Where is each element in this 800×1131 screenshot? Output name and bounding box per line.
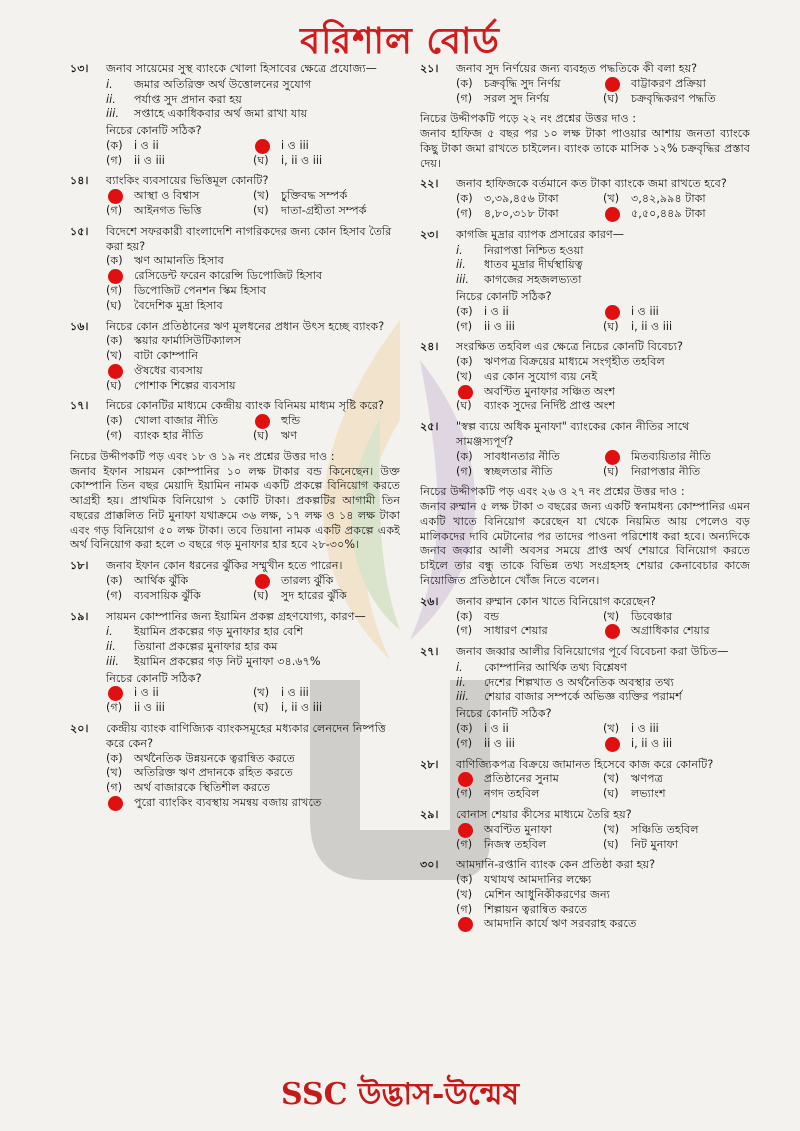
option-letter: (গ)	[106, 781, 123, 795]
option-text: অবণ্টিত মুনাফার সঞ্চিত অংশ	[484, 384, 616, 398]
stmt-text: পর্যাপ্ত সুদ প্রদান করা হয়	[134, 92, 242, 106]
question-text: আমদানি-রপ্তানি ব্যাংক কেন প্রতিষ্ঠা করা হয়?	[456, 858, 656, 872]
answer-mark	[253, 139, 277, 154]
question-25	[420, 420, 750, 479]
right-column	[420, 62, 750, 938]
answer-mark	[106, 796, 130, 811]
option-text: ৩,৩৯,৪৫৬ টাকা	[484, 192, 559, 206]
question-text: জনাব রুম্মান কোন খাতে বিনিয়োগ করেছেন?	[456, 594, 656, 608]
option-letter: (ক)	[456, 76, 473, 90]
option-text: আস্থা ও বিশ্বাস	[134, 189, 200, 203]
question-ask: নিচের কোনটি সঠিক?	[106, 671, 202, 685]
question-20	[70, 722, 400, 811]
option-text: অর্থ বাজারকে স্থিতিশীল করতে	[134, 781, 271, 795]
option-text: বন্ড	[484, 609, 500, 623]
option-text: নিট মুনাফা	[631, 837, 679, 851]
option-letter: (ক)	[456, 355, 473, 369]
question-18	[70, 559, 400, 603]
option-letter: (ক)	[456, 449, 473, 463]
option-text: ঔষধের ব্যবসায়	[134, 363, 203, 377]
option-text: ii ও iii	[134, 701, 165, 715]
answer-mark	[603, 624, 627, 639]
question-17	[70, 399, 400, 443]
option-text: বাট্টাকরণ প্রক্রিয়া	[631, 76, 706, 90]
question-ask: নিচের কোনটি সঠিক?	[456, 289, 552, 303]
option-text: নিরাপত্তার নীতি	[631, 464, 701, 478]
answer-mark	[106, 189, 130, 204]
option-text: ব্যবসায়িক ঝুঁকি	[134, 588, 202, 602]
option-letter: (ঘ)	[603, 837, 619, 851]
question-number: ২০।	[70, 722, 89, 736]
option-letter: (খ)	[603, 772, 620, 786]
option-text: প্রতিষ্ঠানের সুনাম	[484, 772, 559, 786]
option-text: ৪,৮০,৩১৮ টাকা	[484, 207, 559, 221]
option-letter: (গ)	[456, 787, 473, 801]
option-letter: (গ)	[456, 624, 473, 638]
option-text: সরল সুদ নির্ণয়	[484, 91, 550, 105]
option-text: অতিরিক্ত ঋণ প্রদানকে রহিত করতে	[134, 766, 293, 780]
option-text: ৩,৪২,৯৯৪ টাকা	[631, 192, 706, 206]
option-letter: (ক)	[456, 304, 473, 318]
option-text: যথাযথ আমদানির লক্ষ্যে	[484, 873, 592, 887]
option-text: শিল্পায়ন ত্বরান্বিত করতে	[484, 902, 588, 916]
question-number: ২১।	[420, 62, 439, 75]
question-number: ২৭।	[420, 645, 439, 659]
option-letter: (খ)	[253, 686, 270, 700]
stmt-text: সপ্তাহে একাধিকবার অর্থ জমা রাখা যায়	[134, 107, 308, 121]
option-text: নিজস্ব তহবিল	[484, 837, 547, 851]
option-text: স্কয়ার ফার্মাসিউটিক্যালস	[134, 334, 242, 348]
stmt-text: তিয়ানা প্রকল্পের মুনাফার হার কম	[134, 640, 278, 654]
question-number: ২৪।	[420, 340, 439, 354]
option-letter: (খ)	[603, 722, 620, 736]
stmt-roman: iii.	[106, 654, 119, 668]
question-text: নিচের কোন প্রতিষ্ঠানের ঋণ মূলধনের প্রধান উৎস হচ্ছে ব্যাংক?	[106, 319, 385, 333]
option-text: চক্রবৃদ্ধিকরণ পদ্ধতি	[631, 91, 716, 105]
option-letter: (গ)	[456, 319, 473, 333]
option-text: ডিপোজিট পেনশন স্কিম হিসাব	[134, 283, 267, 297]
question-text: "স্বল্প ব্যয়ে অধিক মুনাফা" ব্যাংকের কোন নীতির সাথে সামঞ্জস্যপূর্ণ?	[456, 420, 690, 448]
option-letter: (ঘ)	[253, 701, 269, 715]
stmt-roman: iii.	[456, 690, 469, 704]
question-text: বাণিজ্যিকপত্র বিক্রয়ে জামানত হিসেবে কাজ করে কোনটি?	[456, 757, 714, 771]
option-text: পুরো ব্যাংকিং ব্যবস্থায় সমন্বয় বজায় রাখতে	[134, 795, 322, 809]
stmt-roman: iii.	[106, 107, 119, 121]
stmt-roman: iii.	[456, 273, 469, 287]
option-letter: (গ)	[106, 701, 123, 715]
stmt-roman: ii.	[456, 258, 466, 272]
question-26	[420, 595, 750, 639]
option-letter: (গ)	[456, 902, 473, 916]
option-letter: (ঘ)	[603, 319, 619, 333]
option-letter: (ঘ)	[253, 204, 269, 218]
question-text: জনাব সায়েমের সুস্থ ব্যাংকে খোলা হিসাবের ক্ষেত্রে প্রযোজ্য—	[106, 62, 377, 75]
option-text: i, ii ও iii	[281, 701, 323, 715]
question-number: ১৩।	[70, 62, 89, 75]
option-text: i ও iii	[631, 722, 659, 736]
option-text: দাতা-গ্রহীতা সম্পর্ক	[281, 204, 367, 218]
option-letter: (খ)	[456, 369, 473, 383]
answer-mark	[456, 917, 480, 932]
question-number: ৩০।	[420, 858, 439, 872]
question-number: ২৩।	[420, 227, 439, 241]
option-text: অবণ্টিত মুনাফা	[484, 822, 552, 836]
option-letter: (ঘ)	[106, 298, 122, 312]
option-letter: (গ)	[106, 283, 123, 297]
question-text: ব্যাংকিং ব্যবসায়ের ভিত্তিমূল কোনটি?	[106, 174, 269, 188]
question-text: বোনাস শেয়ার কীসের মাধ্যমে তৈরি হয়?	[456, 807, 632, 821]
option-text: সাধারণ শেয়ার	[484, 624, 548, 638]
option-letter: (ক)	[106, 254, 123, 268]
option-letter: (ঘ)	[603, 787, 619, 801]
stmt-roman: i.	[106, 77, 113, 91]
option-text: i ও ii	[134, 686, 159, 700]
stem-body: জনাব রুম্মান ৫ লক্ষ টাকা ৩ বছরের জন্য একটি স্বনামধন্য কোম্পানির এমন একটি খাতে বিনিয়োগ করেছেন যা থেকে নিয়মিত আয় পেলেও বড় মালিকদের দাবি মেটানোর পর তাদের পাওনা পরিশোধ করা হবে। অন্যদিকে জনাব জব্বার আলী অবসর সময়ে প্রাপ্ত অর্থ শেয়ারে বিনিয়োগ করতে চাইলে তার বন্ধু তাকে বিভিন্ন তথ্য সংগ্রহসহ শেয়ার কেনাবেচার কাজে নিয়োজিত প্রতিষ্ঠানে খোঁজ নিতে বলেন।	[420, 500, 750, 587]
option-text: সাবধানতার নীতি	[484, 449, 560, 463]
stmt-roman: ii.	[456, 675, 466, 689]
option-text: i ও iii	[281, 686, 309, 700]
question-number: ২৫।	[420, 420, 439, 434]
question-27	[420, 645, 750, 751]
option-text: এর কোন সুযোগ ব্যয় নেই	[484, 369, 598, 383]
option-letter: (ক)	[456, 609, 473, 623]
option-text: রেসিডেন্ট ফরেন কারেন্সি ডিপোজিট হিসাব	[134, 269, 323, 283]
option-letter: (গ)	[456, 464, 473, 478]
question-text: জনাব হাফিজকে বর্তমানে কত টাকা ব্যাংকে জমা রাখতে হবে?	[456, 177, 727, 191]
answer-mark	[253, 574, 277, 589]
option-text: i, ii ও iii	[631, 736, 673, 750]
question-28	[420, 758, 750, 802]
option-letter: (ক)	[106, 574, 123, 587]
stem-heading: নিচের উদ্দীপকটি পড়ে ২২ নং প্রশ্নের উত্তর দাও :	[420, 112, 637, 126]
question-number: ২২।	[420, 177, 439, 191]
option-letter: (খ)	[603, 192, 620, 206]
option-letter: (খ)	[456, 887, 473, 901]
option-letter: (ঘ)	[106, 378, 122, 392]
option-text: অর্থনৈতিক উন্নয়নকে ত্বরান্বিত করতে	[134, 751, 295, 765]
option-letter: (ক)	[106, 414, 123, 428]
option-text: আমদানি কার্যে ঋণ সরবরাহ করতে	[484, 917, 637, 931]
question-21	[420, 62, 750, 106]
question-15	[70, 225, 400, 314]
question-29	[420, 808, 750, 852]
option-text: i ও iii	[281, 138, 309, 152]
answer-mark	[456, 385, 480, 400]
option-text: i ও ii	[484, 304, 509, 318]
option-letter: (খ)	[603, 822, 620, 836]
question-text: জনাব জব্বার আলীর বিনিয়োগের পূর্বে বিবেচনা করা উচিত—	[456, 645, 729, 659]
option-text: পোশাক শিল্পের ব্যবসায়	[134, 378, 236, 392]
option-letter: (খ)	[253, 189, 270, 203]
option-text: বাটা কোম্পানি	[134, 349, 199, 363]
question-23	[420, 228, 750, 334]
stmt-text: শেয়ার বাজার সম্পর্কে অভিজ্ঞ ব্যক্তির পরামর্শ	[484, 690, 682, 704]
option-letter: (গ)	[456, 837, 473, 851]
question-ask: নিচের কোনটি সঠিক?	[456, 707, 552, 721]
question-16	[70, 320, 400, 394]
option-letter: (ঘ)	[603, 91, 619, 105]
option-letter: (ক)	[106, 751, 123, 765]
option-letter: (খ)	[106, 349, 123, 363]
answer-mark	[603, 77, 627, 92]
stmt-text: দেশের শিল্পখাত ও অর্থনৈতিক অবস্থার তথ্য	[484, 675, 674, 689]
question-number: ১৭।	[70, 399, 89, 413]
option-text: বৈদেশিক মুদ্রা হিসাব	[134, 298, 223, 312]
option-text: ব্যাংক হার নীতি	[134, 428, 204, 442]
option-text: আর্থিক ঝুঁকি	[134, 574, 189, 587]
option-text: খোলা বাজার নীতি	[134, 414, 219, 428]
option-letter: (খ)	[106, 766, 123, 780]
stmt-roman: i.	[456, 660, 463, 674]
question-number: ১৯।	[70, 609, 89, 623]
option-text: হুন্ডি	[281, 414, 301, 428]
option-letter: (ক)	[456, 192, 473, 206]
stmt-roman: i.	[456, 243, 463, 257]
option-text: সুদ হারের ঝুঁকি	[281, 588, 347, 602]
option-text: i ও iii	[631, 304, 659, 318]
question-ask: নিচের কোনটি সঠিক?	[106, 124, 202, 138]
option-text: ii ও iii	[134, 153, 165, 167]
question-22	[420, 177, 750, 221]
stem-body: জনাব ইফান সায়মন কোম্পানির ১০ লক্ষ টাকার বন্ড কিনেছেন। উক্ত কোম্পানি তিন বছর মেয়াদি ইয়ামিন নামক একটি প্রকল্পে বিনিয়োগ করতে আগ্রহী হয়। প্রাথমিক বিনিয়োগ ১ কোটি টাকা। প্রকল্পটির আগামী তিন বছরের প্রাক্কলিত নিট মুনাফা যথাক্রমে ৩৬ লক্ষ, ১৭ লক্ষ ও ১৪ লক্ষ টাকা এবং গড় বিনিয়োগ ৫০ লক্ষ টাকা। তবে তিয়ানা নামক একটি প্রকল্পে একই অর্থ বিনিয়োগ করা হলে ৩ বছরে গড় মুনাফার হার হবে ২৮-৩০%।	[70, 464, 400, 552]
question-text: বিদেশে সফরকারী বাংলাদেশি নাগরিকদের জন্য কোন হিসাব তৈরি করা হয়?	[106, 224, 392, 253]
question-number: ১৪।	[70, 174, 89, 188]
option-letter: (গ)	[456, 91, 473, 105]
stmt-roman: i.	[106, 625, 113, 639]
question-text: জনাব ইফান কোন ধরনের ঝুঁকির সম্মুখীন হতে পারেন।	[106, 559, 343, 573]
option-letter: (ঘ)	[603, 464, 619, 478]
stem-heading: নিচের উদ্দীপকটি পড় এবং ১৮ ও ১৯ নং প্রশ্নের উত্তর দাও :	[70, 449, 335, 463]
option-text: ঋণপত্র বিক্রয়ের মাধ্যমে সংগৃহীত তহবিল	[484, 355, 665, 369]
stem-passage-3	[420, 485, 750, 588]
question-text: কাগজি মুদ্রার ব্যাপক প্রসারের কারণ—	[456, 227, 624, 241]
stem-body: জনাব হাফিজ ৫ বছর পর ১০ লক্ষ টাকা পাওয়ার আশায় জনতা ব্যাংকে কিছু টাকা জমা রাখতে চাইলেন। ব্যাংক তাকে মাসিক ১২% চক্রবৃদ্ধির প্রস্তাব দেয়।	[420, 127, 750, 170]
answer-mark	[603, 450, 627, 465]
stem-passage-2	[420, 112, 750, 171]
answer-mark	[603, 305, 627, 320]
answer-mark	[106, 686, 130, 701]
answer-mark	[253, 414, 277, 429]
answer-mark	[106, 269, 130, 284]
question-text: কেন্দ্রীয় ব্যাংক বাণিজ্যিক ব্যাংকসমূহের মধ্যকার লেনদেন নিষ্পত্তি করে কেন?	[106, 722, 386, 750]
option-text: ঋণ	[281, 428, 298, 442]
stmt-roman: ii.	[106, 640, 116, 654]
option-text: নগদ তহবিল	[484, 787, 540, 801]
question-text: সংরক্ষিত তহবিল এর ক্ষেত্রে নিচের কোনটি বিবেচ্য?	[456, 340, 683, 354]
stmt-text: ইয়ামিন প্রকল্পের গড় নিট মুনাফা ৩৪.৬৭%	[134, 654, 321, 668]
question-number: ২৮।	[420, 757, 439, 771]
stem-heading: নিচের উদ্দীপকটি পড় এবং ২৬ ও ২৭ নং প্রশ্নের উত্তর দাও :	[420, 485, 685, 499]
option-text: অগ্রাধিকার শেয়ার	[631, 624, 710, 638]
option-letter: (ক)	[106, 334, 123, 348]
stmt-text: কোম্পানির আর্থিক তথ্য বিশ্লেষণ	[484, 660, 627, 674]
option-text: তারল্য ঝুঁকি	[281, 574, 334, 587]
option-letter: (ক)	[456, 873, 473, 887]
option-letter: (গ)	[106, 428, 123, 442]
stmt-text: কাগজের সহজলভ্যতা	[484, 273, 582, 287]
footer-brand: SSC উদ্ভাস-উন্মেষ	[280, 1077, 520, 1112]
option-text: মেশিন আধুনিকীকরণের জন্য	[484, 887, 610, 901]
option-letter: (ক)	[456, 722, 473, 736]
answer-mark	[603, 207, 627, 222]
stem-passage	[70, 450, 400, 553]
option-text: স্বচ্ছলতার নীতি	[484, 464, 553, 478]
question-19	[70, 610, 400, 716]
question-text: নিচের কোনটির মাধ্যমে কেন্দ্রীয় ব্যাংক বিনিময় মাধ্যম সৃষ্টি করে?	[106, 399, 384, 413]
option-letter: (ঘ)	[253, 588, 269, 602]
option-letter: (ঘ)	[253, 153, 269, 167]
option-text: ব্যাংক সুদের নির্দিষ্ট প্রাপ্ত অংশ	[484, 399, 616, 413]
left-column	[70, 62, 400, 817]
question-text: সায়মন কোম্পানির জন্য ইয়ামিন প্রকল্প গ্রহণযোগ্য, কারণ—	[106, 609, 366, 623]
answer-mark	[603, 737, 627, 752]
question-14	[70, 174, 400, 218]
option-text: চুক্তিবদ্ধ সম্পর্ক	[281, 189, 348, 203]
option-letter: (গ)	[456, 207, 473, 221]
stmt-text: ধাতব মুদ্রার দীর্ঘস্থায়িত্ব	[484, 258, 583, 272]
question-number: ২৬।	[420, 594, 439, 608]
question-30	[420, 858, 750, 932]
option-text: সঞ্চিতি তহবিল	[631, 822, 699, 836]
question-number: ১৬।	[70, 319, 89, 333]
option-text: চক্রবৃদ্ধি সুদ নির্ণয়	[484, 76, 561, 90]
option-text: ঋণ আমানতি হিসাব	[134, 254, 224, 268]
stmt-roman: ii.	[106, 92, 116, 106]
answer-mark	[456, 772, 480, 787]
page-title: বরিশাল বোর্ড	[300, 20, 500, 62]
question-number: ১৫।	[70, 224, 89, 238]
stmt-text: জমার অতিরিক্ত অর্থ উত্তোলনের সুযোগ	[134, 77, 312, 91]
option-letter: (গ)	[106, 153, 123, 167]
answer-mark	[106, 364, 130, 379]
option-letter: (ঘ)	[456, 399, 472, 413]
option-text: মিতব্যয়িতার নীতি	[631, 449, 711, 463]
question-number: ১৮।	[70, 559, 89, 573]
option-letter: (ঘ)	[253, 428, 269, 442]
stmt-text: নিরাপত্তা নিশ্চিত হওয়া	[484, 243, 584, 257]
option-text: আইনগত ভিত্তি	[134, 204, 202, 218]
option-letter: (গ)	[106, 588, 123, 602]
question-13	[70, 62, 400, 168]
option-text: i ও ii	[134, 138, 159, 152]
option-letter: (গ)	[106, 204, 123, 218]
option-text: ii ও iii	[484, 736, 515, 750]
option-text: ii ও iii	[484, 319, 515, 333]
option-text: লভ্যাংশ	[631, 787, 666, 801]
answer-mark	[456, 823, 480, 838]
option-text: ঋণপত্র	[631, 772, 663, 786]
option-letter: (গ)	[456, 736, 473, 750]
option-text: ডিবেঞ্চার	[631, 609, 673, 623]
question-24	[420, 340, 750, 414]
question-text: জনাব সুদ নির্ণয়ের জন্য ব্যবহৃত পদ্ধতিকে কী বলা হয়?	[456, 62, 698, 75]
option-letter: (খ)	[603, 609, 620, 623]
option-text: i, ii ও iii	[281, 153, 323, 167]
question-number: ২৯।	[420, 807, 439, 821]
option-text: i ও ii	[484, 722, 509, 736]
stmt-text: ইয়ামিন প্রকল্পের গড় মুনাফার হার বেশি	[134, 625, 304, 639]
option-text: i, ii ও iii	[631, 319, 673, 333]
option-letter: (ক)	[106, 138, 123, 152]
option-text: ৫,৫০,৪৪৯ টাকা	[631, 207, 706, 221]
